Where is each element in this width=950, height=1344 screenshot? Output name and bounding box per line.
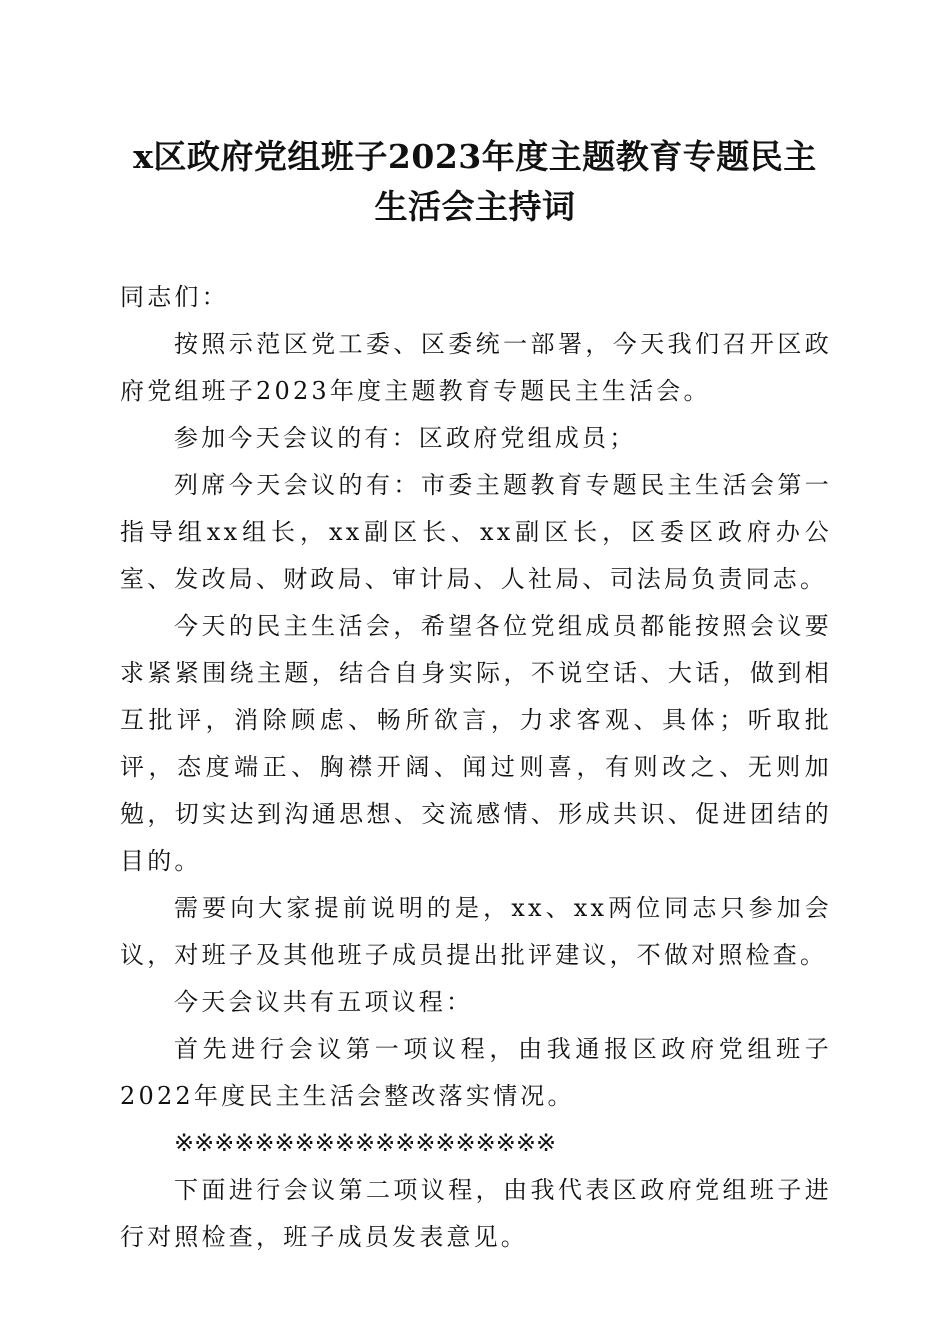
title-line-1: x区政府党组班子2023年度主题教育专题民主 xyxy=(133,137,817,176)
document-title xyxy=(100,132,850,232)
paragraph-observers: 列席今天会议的有：市委主题教育专题民主生活会第一指导组xx组长，xx副区长、xx副区长，区委区政府办公室、发改局、财政局、审计局、人社局、司法局负责同志。 xyxy=(120,471,832,593)
separator-marks: ※※※※※※※※※※※※※※※※※※※ xyxy=(174,1129,557,1157)
paragraph-expectations: 今天的民主生活会，希望各位党组成员都能按照会议要求紧紧围绕主题，结合自身实际，不说空话、大话，做到相互批评，消除顾虑、畅所欲言，力求客观、具体；听取批评，态度端正、胸襟开阔、闻过则喜，有则改之、无则加勉，切实达到沟通思想、交流感情、形成共识、促进团结的目的。 xyxy=(120,612,832,875)
salutation: 同志们： xyxy=(120,283,229,311)
paragraph-agenda-first: 首先进行会议第一项议程，由我通报区政府党组班子2022年度民主生活会整改落实情况。 xyxy=(120,1035,832,1110)
paragraph-notice: 需要向大家提前说明的是，xx、xx两位同志只参加会议，对班子及其他班子成员提出批评建议，不做对照检查。 xyxy=(120,894,832,969)
paragraph-attendees: 参加今天会议的有：区政府党组成员； xyxy=(174,424,637,452)
paragraph-agenda-count: 今天会议共有五项议程： xyxy=(174,988,474,1016)
paragraph-agenda-second: 下面进行会议第二项议程，由我代表区政府党组班子进行对照检查，班子成员发表意见。 xyxy=(120,1176,832,1251)
title-line-2: 生活会主持词 xyxy=(374,187,576,226)
paragraph-deployment: 按照示范区党工委、区委统一部署，今天我们召开区政府党组班子2023年度主题教育专题民主生活会。 xyxy=(120,330,832,405)
document-body xyxy=(120,274,832,1261)
